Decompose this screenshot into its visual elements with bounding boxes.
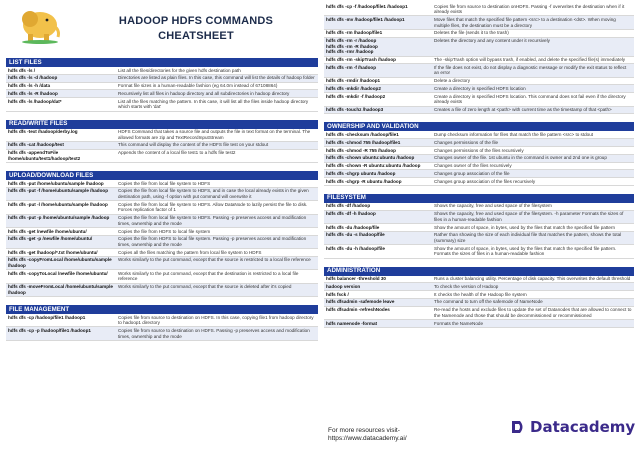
command-description: Changes permissions of the file (434, 139, 499, 145)
command-row (324, 93, 634, 106)
command-row (324, 320, 634, 328)
command-row (324, 232, 634, 245)
command-description: Delete a directory (434, 78, 471, 84)
command-text: hdfs dfs -cp -p /hadoop/file1 /hadoop1 (8, 327, 91, 333)
command-row (324, 64, 634, 77)
command-row (6, 90, 318, 98)
command-description: Creates a file of zero length at <path> with current time as the timestamp of that <path> (434, 107, 612, 113)
command-row (324, 155, 634, 163)
command-text: hdfs dfs -chown ubuntu:ubuntu /hadoop (326, 155, 415, 161)
command-description: Shows the capacity, free and used space of the filesystem (434, 203, 552, 209)
command-text: hdfs dfs -get /hadoop/*.txt /home/ubuntu/ (8, 249, 98, 255)
command-description: The -skipTrash option will bypass trash, if enabled, and delete the specified file(s) immediately (434, 57, 626, 63)
command-row (6, 270, 318, 283)
command-text: hdfs dfs -cp -f /hadoop/file1 /hadoop1 (326, 3, 408, 9)
command-text: hdfs dfs -du -s /hadoop/file (326, 232, 385, 238)
command-description: List all the files/directories for the given hdfs destination path (118, 67, 241, 73)
command-text: hdfs dfs -chown -R ubuntu:ubuntu /hadoop (326, 163, 421, 169)
command-row (324, 299, 634, 307)
command-row (324, 211, 634, 224)
command-description: Recursively list all files in hadoop directory and all subdirectories in hadoop directory (118, 90, 290, 96)
brand-logo (510, 418, 635, 436)
command-description: Create a directory in specified HDFS location (434, 86, 526, 92)
command-description: Runs a cluster balancing utility. Percentage of disk capacity. This overwrites the default threshold (434, 276, 631, 282)
command-text: hdfs dfsadmin -refreshNodes (326, 307, 390, 313)
command-text: hdfs dfs -touchz /hadoop3 (326, 107, 384, 113)
command-row (324, 178, 634, 186)
command-text: hdfs dfs -rm /hadoop/file1 (326, 30, 383, 36)
header (6, 0, 318, 56)
command-description: To check the version of Hadoop (434, 283, 499, 289)
command-row (324, 30, 634, 38)
command-description: Shows the capacity, free and used space of the filesystem. -h parameter Formats the sizes of files in a human-readable fashion (434, 211, 624, 222)
command-description: Copies the file from HDFS to local file system. Passing -p preserves access and modification times, ownership and the mode (118, 236, 307, 247)
command-description: Changes permissions of the files recursively (434, 147, 524, 153)
command-row (6, 188, 318, 201)
section-heading: FILESYSTEM (324, 194, 634, 203)
command-description: Move files that match the specified file pattern <src> to a destination <dst>. When moving multiple files, the destination must be a directory (434, 16, 616, 28)
command-row (324, 16, 634, 29)
command-text: hdfs dfs -mv /hadoop/file1 /hadoop1 (326, 16, 405, 22)
command-description: Appends the content of a local file test1 to a hdfs file test2 (118, 150, 236, 156)
command-text: hdfs dfs -put -l /home/ubuntu/sample /hadoop (8, 201, 108, 207)
command-row (6, 215, 318, 228)
command-description: List all the files matching the pattern. In this case, it will list all the files inside hadoop directory which starts with 'dat' (118, 98, 309, 110)
command-row (6, 75, 318, 83)
left-column (6, 0, 318, 341)
title-line-2: CHEATSHEET (158, 30, 234, 42)
right-column (324, 0, 634, 328)
command-row (6, 67, 318, 75)
command-row (6, 142, 318, 150)
command-text: hdfs dfs -rm -f /hadoop (326, 64, 377, 70)
command-row (6, 284, 318, 297)
command-text: hdfs dfs -chgrp -R ubuntu /hadoop (326, 178, 402, 184)
command-description: Works similarly to the put command, except that the destination is restricted to a local file reference (118, 270, 299, 282)
left-sections (6, 58, 318, 341)
command-description: Copies file from source to destination on HDFS. Passing -p preserves access and modification times, ownership and the mode (118, 327, 310, 339)
command-text: hdfs dfs -checksum /hadoop/file1 (326, 131, 399, 137)
command-description: The command to turn off the safemode of NameNode (434, 299, 543, 305)
footer-note (328, 427, 407, 443)
command-description: Changes owner of the files recursively (434, 163, 512, 169)
command-description: Copies the file from HDFS to local file system (118, 228, 211, 234)
command-description: Show the amount of space, in bytes, used by the files that match the specified file pattern. Formats the sizes of files in a human-readable fashion (434, 245, 617, 257)
page-title (76, 14, 316, 44)
command-description: Works similarly to the put command, except that the source is deleted after it's copied (118, 284, 292, 290)
command-text: hdfs dfs -copyFromLocal /home/ubuntu/sample /hadoop (8, 257, 112, 269)
command-text: hadoop version (326, 283, 361, 289)
command-row (324, 3, 634, 16)
command-description: Show the amount of space, in bytes, used by the files that match the specified file pattern (434, 224, 616, 230)
command-row (6, 314, 318, 327)
command-text: hdfs dfs -appendToFile /home/ubuntu/test1/hadoop/text2 (8, 150, 81, 161)
command-text: hdfs namenode -format (326, 320, 378, 326)
section-heading: READ/WRITE FILES (6, 120, 318, 129)
command-row (324, 291, 634, 299)
command-text: hdfs dfs -df /hadoop (326, 203, 371, 209)
command-description: Copies file from source to destination on HDFS. In this case, copying file1 from hadoop directory to hadoop1 directory (118, 314, 314, 326)
command-description: Copies the file from local file system to HDFS. Passing -p preserves access and modification times, ownership and the mode (118, 215, 307, 226)
command-text: hdfs dfs -du /hadoop/file (326, 224, 380, 230)
command-description: Copies the file from local file system to HDFS, and in case the local already exists in the given destination path, using -f option with put command will overwrite it (118, 188, 309, 199)
command-description: Re-read the hosts and exclude files to update the set of Datanodes that are allowed to connect to the Namenode and those that should be decommissioned or recommissioned (434, 307, 632, 318)
command-text: hdfs dfs -ls -d /hadoop (8, 75, 58, 81)
command-text: hdfs dfsadmin -safemode leave (326, 299, 395, 305)
command-row (324, 38, 634, 57)
command-description: Rather than showing the size of each individual file that matches the pattern, shows the total (summary) size (434, 232, 622, 243)
command-text: hdfs dfs -ls / (8, 67, 36, 73)
right-sections (324, 0, 634, 328)
command-text: hdfs balancer -threshold 30 (326, 276, 386, 282)
command-description: Changes group association of the files recursively (434, 178, 536, 184)
command-row (6, 83, 318, 91)
command-text: hdfs dfs -ls /hadoop/dat* (8, 98, 62, 104)
command-description: Copies file from source to destination onHDFS. Passing -f overwrites the destination when if it already exists (434, 3, 625, 15)
title-line-1: HADOOP HDFS COMMANDS (118, 15, 274, 27)
command-text: hdfs dfs -mkdir /hadoop2 (326, 86, 381, 92)
command-row (324, 283, 634, 291)
command-text: hdfs dfs -copyToLocal /newfile /home/ubuntu/ (8, 270, 108, 276)
footer-link[interactable]: https://www.datacademy.ai/ (328, 435, 407, 442)
command-row (324, 78, 634, 86)
command-row (6, 150, 318, 163)
command-row (6, 201, 318, 214)
datacademy-logo-icon (510, 419, 526, 435)
command-text: hdfs dfs -put /home/ubuntu/sample /hadoop (8, 180, 104, 186)
command-row (6, 129, 318, 142)
command-row (6, 236, 318, 249)
command-row (324, 170, 634, 178)
command-text: hdfs dfs -rmdir /hadoop1 (326, 78, 381, 84)
command-description: HDFS Command that takes a source file and outputs the file in text format on the terminal. The allowed formats are zip and TextRecordInputStream (118, 129, 311, 140)
command-text: hdfs fsck / (326, 291, 349, 297)
section-heading: FILE MANAGEMENT (6, 305, 318, 314)
footer-line-1: For more resources visit- (328, 427, 400, 434)
section-heading: UPLOAD/DOWNLOAD FILES (6, 171, 318, 180)
command-row (6, 228, 318, 236)
command-row (324, 57, 634, 65)
command-text: hdfs dfs -text /hadoop/derby.log (8, 129, 78, 135)
command-description: Formats the NameNode (434, 320, 484, 326)
command-text: hdfs dfs -put -p /home/ubuntu/sample /hadoop (8, 215, 110, 221)
command-text: hdfs dfs -df -h /hadoop (326, 211, 376, 217)
command-description: Works similarly to the put command, except that the source is restricted to a local file reference (118, 257, 311, 263)
command-description: Format file sizes in a human-readable fashion (eg 64.0m instead of 67108864) (118, 83, 278, 89)
command-description: This command will display the content of the HDFS file test on your stdout (118, 142, 269, 148)
command-row (324, 276, 634, 284)
command-text: hdfs dfs -chgrp ubuntu /hadoop (326, 170, 396, 176)
command-row (324, 107, 634, 115)
command-description: Copies the file from local file system to HDFS (118, 180, 211, 186)
command-description: Deletes the directory and any content under it recursively (434, 38, 550, 44)
command-text: hdfs dfs -moveFromLocal /home/ubuntu/sample /hadoop (8, 284, 113, 295)
command-row (6, 257, 318, 270)
command-row (324, 131, 634, 139)
command-text: hdfs dfs -ls -h /data (8, 83, 51, 89)
command-row (324, 163, 634, 171)
command-row (324, 147, 634, 155)
command-description: Changes owner of the file. 1st ubuntu in the command is owner and 2nd one is group (434, 155, 607, 161)
command-text: hdfs dfs -mkdir -f /hadoop2 (326, 93, 386, 99)
command-description: Copies the file from local file system to HDFS. Allow DataNode to lazily persist the file to disk. Forces replication factor of 1 (118, 201, 308, 213)
hadoop-elephant-icon (16, 4, 64, 44)
brand-name: Datacademy (530, 418, 636, 436)
command-row (6, 249, 318, 257)
command-description: It checks the health of the Hadoop file system (434, 291, 527, 297)
command-row (6, 98, 318, 111)
command-text: hdfs dfs -du -h /hadoop/file (326, 245, 385, 251)
command-description: Create a directory in specified HDFS location. This command does not fail even if the directory already exists (434, 93, 626, 105)
command-text: hdfs dfs -rm -skipTrash /hadoop (326, 57, 396, 63)
section-heading: ADMINISTRATION (324, 267, 634, 276)
command-text: hdfs dfs -chmod 755 /hadoop/file1 (326, 139, 401, 145)
command-description: If the file does not exist, do not display a diagnostic message or modify the exit status to reflect an error (434, 64, 627, 76)
command-row (324, 224, 634, 232)
section-heading: LIST FILES (6, 58, 318, 67)
command-row (6, 327, 318, 340)
command-text: hdfs dfs -ls -R /hadoop (8, 90, 58, 96)
command-text: hdfs dfs -cat /hadoop/test (8, 142, 64, 148)
command-text: hdfs dfs -rm -r /hadoop hdfs dfs -rm -R /hadoop hdfs dfs -rmr /hadoop (326, 38, 378, 55)
command-row (324, 85, 634, 93)
command-text: hdfs dfs -get -p /newfile /home/ubuntu/ (8, 236, 93, 242)
command-text: hdfs dfs -chmod -R 755 /hadoop (326, 147, 396, 153)
command-description: Deletes the file (sends it to the trash) (434, 30, 509, 36)
command-description: Directories are listed as plain files. In this case, this command will list the details of hadoop folder (118, 75, 315, 81)
command-row (324, 245, 634, 258)
command-row (324, 307, 634, 320)
command-text: hdfs dfs -get /newfile /home/ubuntu/ (8, 228, 87, 234)
command-text: hdfs dfs -put -f /home/ubuntu/sample /hadoop (8, 188, 109, 194)
command-description: Changes group association of the file (434, 170, 510, 176)
command-row (6, 180, 318, 188)
command-row (324, 139, 634, 147)
command-description: Dump checksum information for files that match the file pattern <src> to stdout (434, 131, 594, 137)
command-text: hdfs dfs -cp /hadoop/file1 /hadoop1 (8, 314, 86, 320)
command-row (324, 203, 634, 211)
command-description: Copies all the files matching the pattern from local file system to HDFS (118, 249, 262, 255)
section-heading: OWNERSHIP AND VALIDATION (324, 122, 634, 131)
